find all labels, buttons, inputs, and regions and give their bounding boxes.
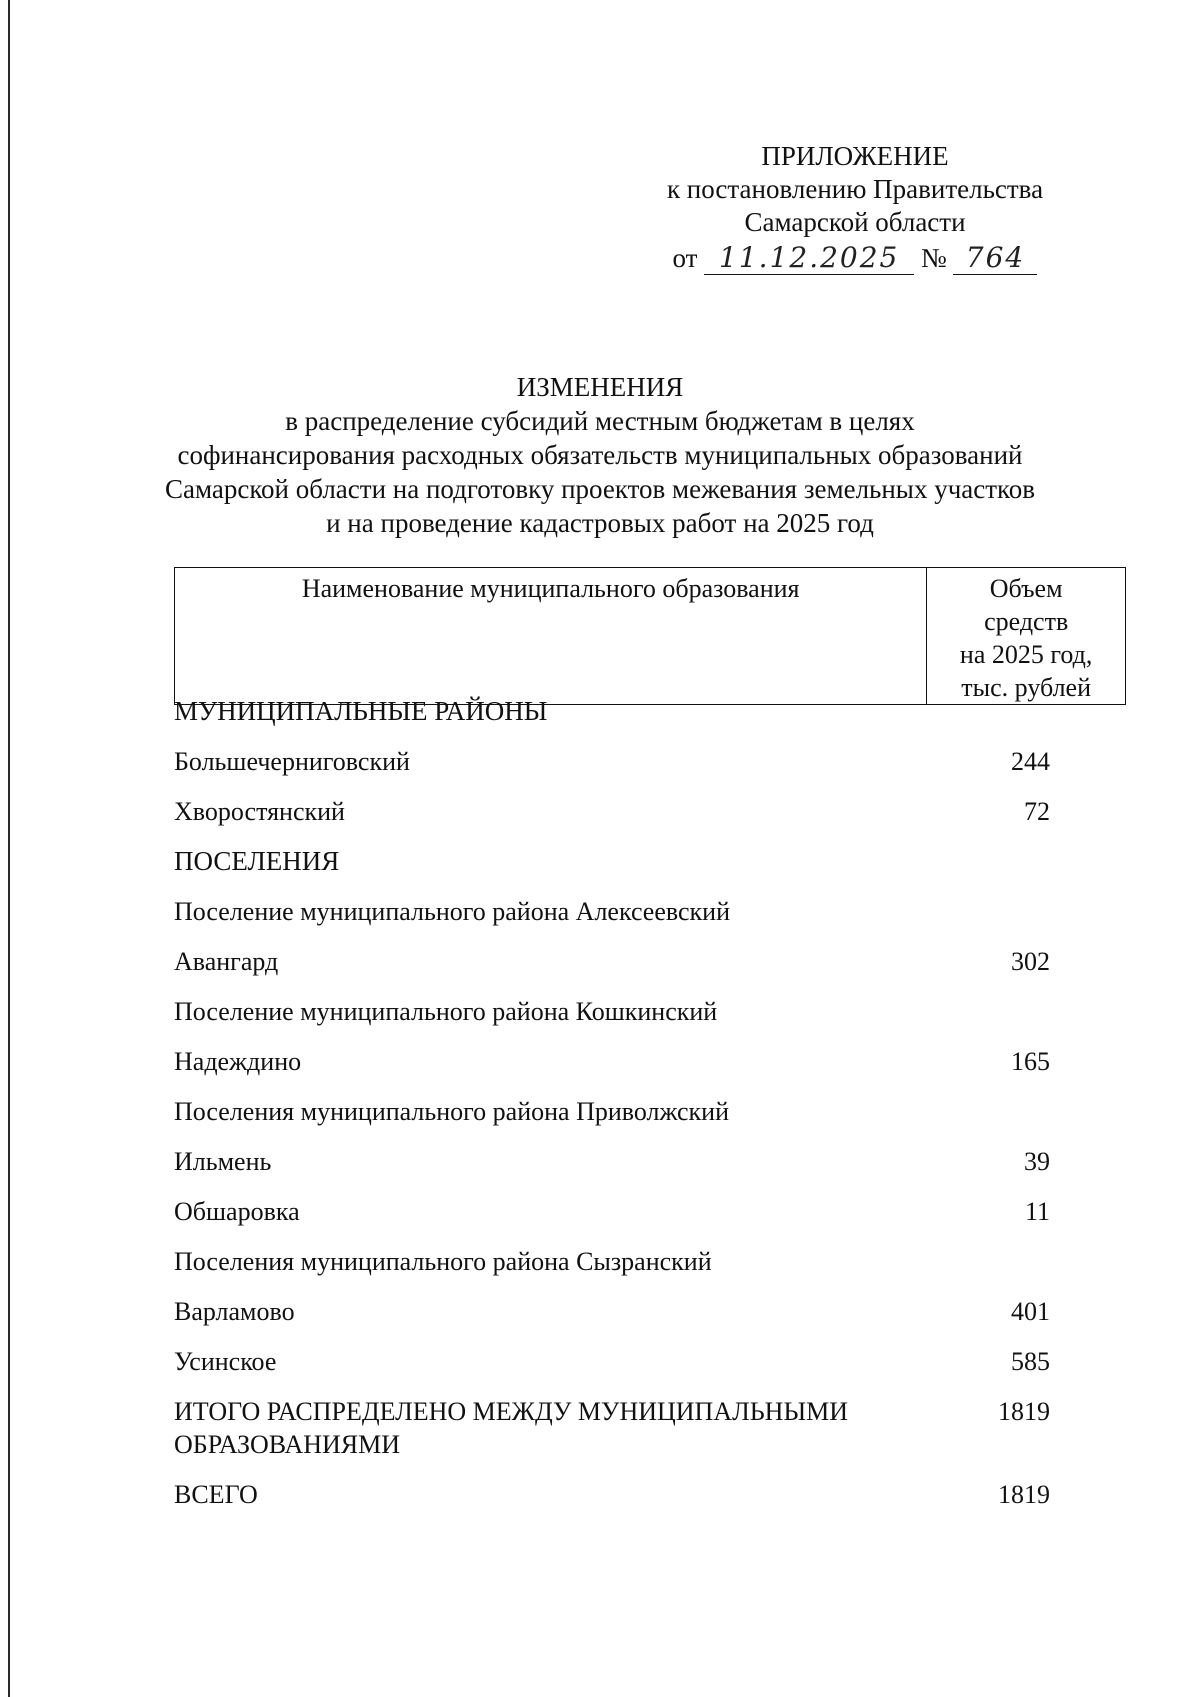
table-row [174, 1095, 1126, 1145]
row-name: ПОСЕЛЕНИЯ [174, 846, 340, 876]
table-row [174, 1345, 1126, 1395]
date-prefix: от [672, 243, 698, 273]
row-name: Поселение муниципального района Алексеевский [174, 897, 731, 926]
table-row-grand-total [174, 1478, 1126, 1528]
header-amount-line: средств [984, 607, 1069, 636]
annex-date-line [640, 241, 1070, 275]
row-name: МУНИЦИПАЛЬНЫЕ РАЙОНЫ [174, 696, 548, 726]
subtitle-line: софинансирования расходных обязательств муниципальных образований [177, 440, 1023, 470]
header-amount-line: Объем [989, 574, 1063, 603]
annex-block [640, 140, 1070, 275]
row-name: Усинское [174, 1347, 277, 1376]
table-row [174, 945, 1126, 995]
row-name: Обшаровка [174, 1197, 300, 1226]
table-row-total [174, 1395, 1126, 1478]
row-value: 244 [1011, 747, 1050, 776]
table-row [174, 1295, 1126, 1345]
document-title-block [0, 370, 1200, 540]
row-value: 1819 [998, 1480, 1050, 1509]
table-header-wrap [174, 567, 1126, 705]
row-value: 1819 [998, 1397, 1050, 1426]
table-row [174, 1245, 1126, 1295]
table-row [174, 1145, 1126, 1195]
table-row [174, 695, 1126, 745]
row-name: ВСЕГО [174, 1480, 258, 1509]
table-header [174, 567, 1126, 705]
row-name: Поселения муниципального района Приволжский [174, 1097, 730, 1126]
document-heading: ИЗМЕНЕНИЯ [516, 372, 684, 402]
row-value: 302 [1011, 947, 1050, 976]
row-name: Надеждино [174, 1047, 302, 1076]
header-amount-line: на 2025 год, [959, 640, 1093, 669]
row-name: Авангард [174, 947, 279, 976]
row-name: Ильмень [174, 1147, 272, 1176]
handwritten-number: 764 [953, 241, 1037, 275]
handwritten-date: 11.12.2025 [704, 241, 914, 275]
annex-title: ПРИЛОЖЕНИЕ [761, 141, 949, 171]
table-row [174, 795, 1126, 845]
subtitle-line: в распределение субсидий местным бюджетам в целях [285, 406, 915, 436]
table-row [174, 895, 1126, 945]
table-row [174, 1045, 1126, 1095]
number-prefix: № [920, 243, 947, 273]
header-amount-column [927, 568, 1126, 705]
header-amount-line: тыс. рублей [961, 673, 1091, 702]
row-name: Хворостянский [174, 797, 345, 826]
annex-line-2: к постановлению Правительства [666, 174, 1044, 204]
row-name: Поселения муниципального района Сызранский [174, 1247, 712, 1276]
scan-edge-line [8, 0, 10, 1697]
table-row [174, 1195, 1126, 1245]
row-name: Варламово [174, 1297, 295, 1326]
table-row [174, 995, 1126, 1045]
row-value: 401 [1011, 1297, 1050, 1326]
header-name-column: Наименование муниципального образования [175, 568, 927, 705]
table-row [174, 845, 1126, 895]
subtitle-line: и на проведение кадастровых работ на 2025 год [326, 508, 874, 538]
subtitle-line: Самарской области на подготовку проектов межевания земельных участков [164, 474, 1036, 504]
row-name: ИТОГО РАСПРЕДЕЛЕНО МЕЖДУ МУНИЦИПАЛЬНЫМИ ОБРАЗОВАНИЯМИ [174, 1397, 849, 1459]
table-body [174, 695, 1126, 1528]
row-name: Поселение муниципального района Кошкинский [174, 997, 718, 1026]
row-value: 585 [1011, 1347, 1050, 1376]
annex-line-3: Самарской области [744, 207, 966, 237]
row-value: 72 [1024, 797, 1050, 826]
table-row [174, 745, 1126, 795]
row-value: 39 [1024, 1147, 1050, 1176]
row-name: Большечерниговский [174, 747, 410, 776]
row-value: 11 [1024, 1197, 1050, 1226]
row-value: 165 [1011, 1047, 1050, 1076]
